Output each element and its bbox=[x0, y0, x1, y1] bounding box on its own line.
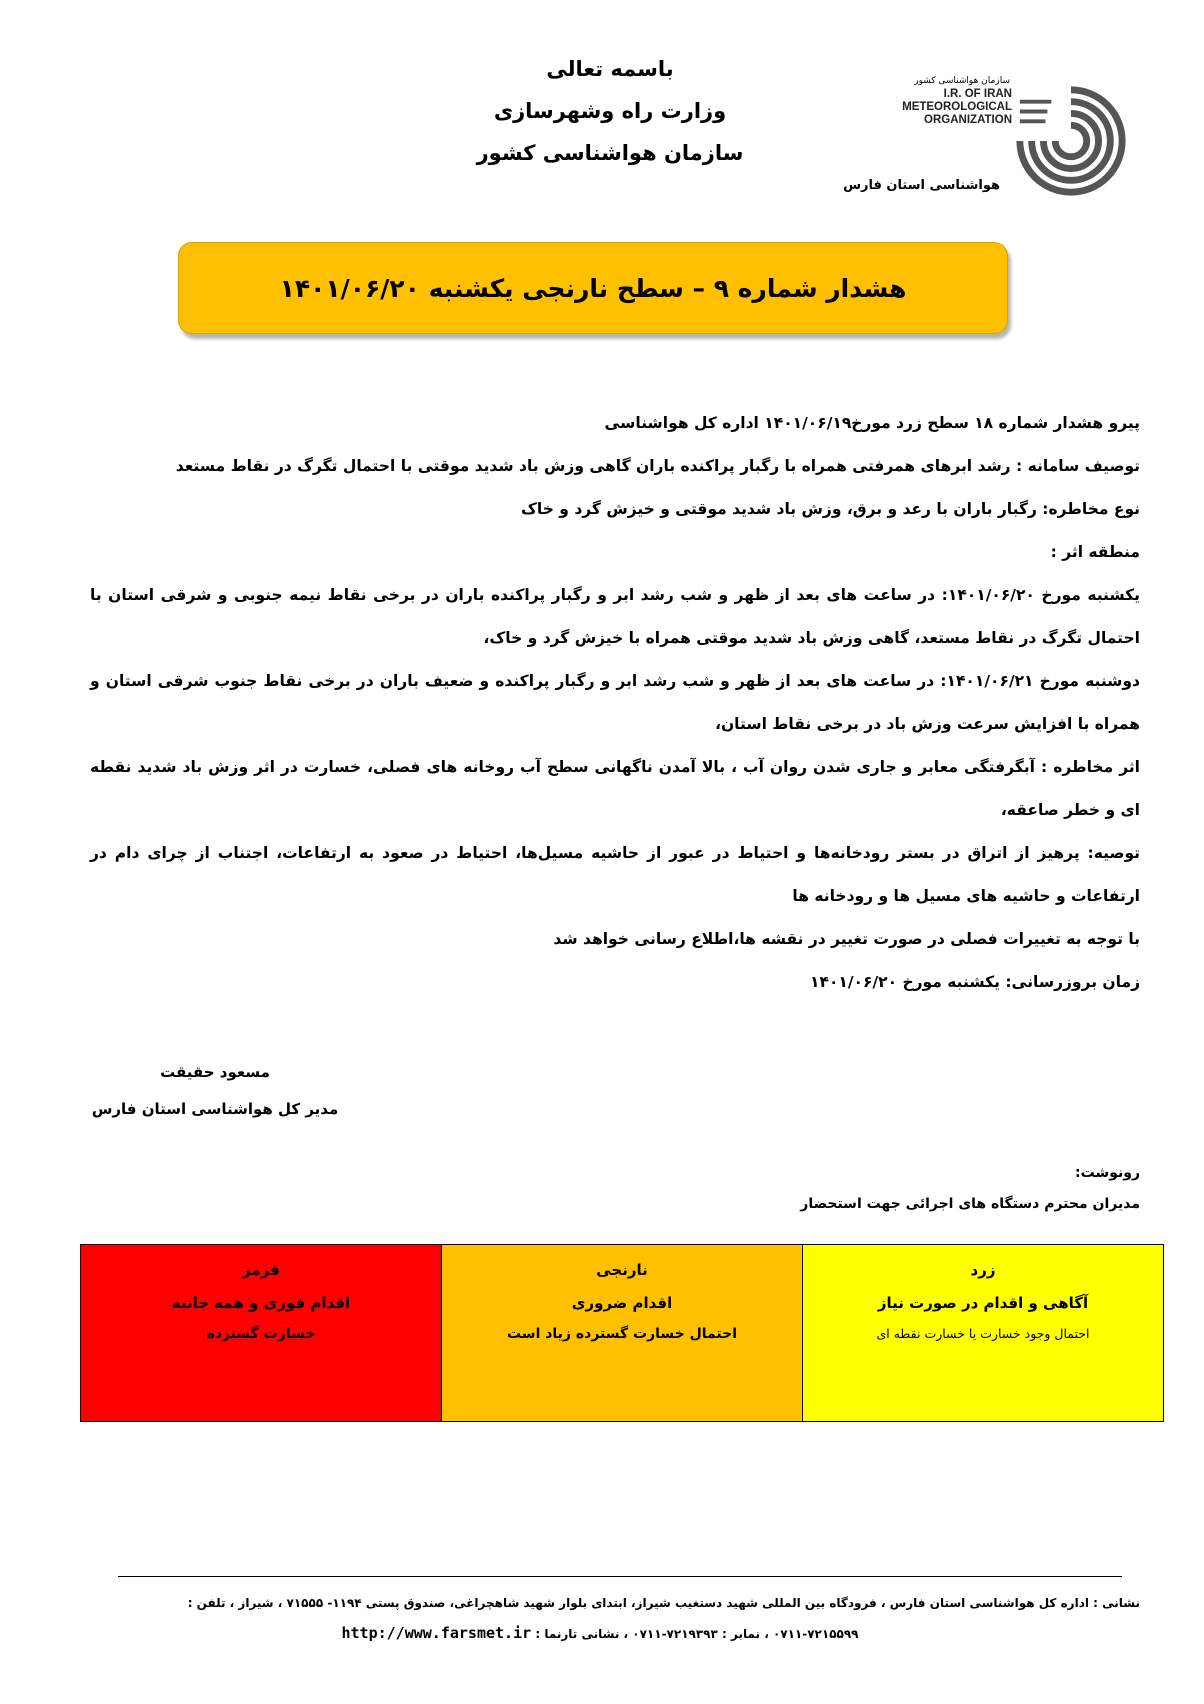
alert-body bbox=[90, 402, 1140, 1004]
website-link[interactable]: http://www.farsmet.ir bbox=[341, 1624, 532, 1642]
level-name: نارنجی bbox=[596, 1261, 648, 1279]
level-action: اقدام ضروری bbox=[571, 1294, 673, 1312]
level-action: آگاهی و اقدام در صورت نیاز bbox=[877, 1294, 1089, 1312]
reference-line: پیرو هشدار شماره ۱۸ سطح زرد مورخ۱۴۰۱/۰۶/۱۹ اداره کل هواشناسی bbox=[604, 414, 1140, 432]
forecast-monday: دوشنبه مورخ ۱۴۰۱/۰۶/۲۱: در ساعت های بعد از ظهر و شب رشد ابر و رگبار پراکنده و ضعیف باران در برخی نقاط جنوب شرقی استان و همراه با افزایش سرعت وزش باد در برخی نقاط استان، bbox=[90, 672, 1140, 733]
level-action: اقدام فوری و همه جانبه bbox=[171, 1294, 351, 1312]
header-ministry: وزارت راه وشهرسازی bbox=[493, 99, 727, 123]
level-name: قرمز bbox=[242, 1261, 280, 1279]
logo-en-line2: METEOROLOGICAL bbox=[902, 101, 1012, 113]
meteorological-spiral-icon bbox=[1012, 80, 1130, 202]
level-red bbox=[81, 1245, 442, 1421]
signatory-title: مدیر کل هواشناسی استان فارس bbox=[91, 1100, 339, 1118]
header-organization: سازمان هواشناسی کشور bbox=[476, 141, 744, 165]
cc-label: رونوشت: bbox=[1075, 1165, 1140, 1181]
level-description: احتمال خسارت گسترده زیاد است bbox=[506, 1326, 737, 1342]
hazard-type: نوع مخاطره: رگبار باران با رعد و برق، وزش باد شدید موقتی و خیزش گرد و خاک bbox=[521, 500, 1140, 518]
carbon-copy bbox=[600, 1158, 1140, 1220]
cc-recipients: مدیران محترم دستگاه های اجرائی جهت استحضار bbox=[800, 1196, 1140, 1212]
footer-contact bbox=[260, 1620, 940, 1647]
level-description: احتمال وجود خسارت یا خسارت نقطه ای bbox=[876, 1326, 1090, 1341]
update-notice: با توجه به تغییرات فصلی در صورت تغییر در نقشه ها،اطلاع رسانی خواهد شد bbox=[553, 930, 1140, 948]
signature-block bbox=[90, 1050, 340, 1124]
logo-fa-caption: سازمان هواشناسی کشور bbox=[914, 76, 1010, 86]
forecast-sunday: یکشنبه مورخ ۱۴۰۱/۰۶/۲۰: در ساعت های بعد از ظهر و شب رشد ابر و رگبار پراکنده باران در برخی نقاط نیمه جنوبی و شرقی استان با احتمال تگرگ در نقاط مستعد، گاهی وزش باد شدید موقتی همراه با خیزش گرد و خاک، bbox=[90, 586, 1140, 647]
logo-en-caption bbox=[902, 88, 1012, 127]
level-description: خسارت گسترده bbox=[206, 1326, 316, 1342]
letterhead bbox=[380, 48, 840, 174]
recommendation: توصیه: پرهیز از اتراق در بستر رودخانه‌ها و احتیاط در عبور از حاشیه مسیل‌ها، احتیاط در صعود به ارتفاعات، اجتناب از چرای دام در ارتفاعات و حاشیه های مسیل ها و رودخانه ها bbox=[90, 844, 1140, 905]
signatory-name: مسعود حقیقت bbox=[160, 1063, 270, 1081]
level-name: زرد bbox=[970, 1261, 996, 1279]
affected-area-heading: منطقه اثر : bbox=[1050, 543, 1140, 561]
update-time: زمان بروزرسانی: یکشنبه مورخ ۱۴۰۱/۰۶/۲۰ bbox=[810, 973, 1140, 991]
level-yellow bbox=[803, 1245, 1163, 1421]
system-description: توصیف سامانه : رشد ابرهای همرفتی همراه با رگبار پراکنده باران گاهی وزش باد شدید موقتی با احتمال تگرگ در نقاط مستعد bbox=[175, 457, 1140, 475]
level-orange bbox=[442, 1245, 803, 1421]
alert-levels-table bbox=[80, 1244, 1164, 1422]
organization-logo bbox=[840, 66, 1140, 216]
alert-title: هشدار شماره ۹ – سطح نارنجی یکشنبه ۱۴۰۱/۰۶/۲۰ bbox=[279, 273, 907, 303]
footer-divider bbox=[118, 1576, 1122, 1577]
logo-en-line3: ORGANIZATION bbox=[924, 114, 1012, 126]
footer-address: نشانی : اداره کل هواشناسی استان فارس ، فرودگاه بین المللی شهید دستغیب شیراز، ابتدای بلوار شهید شاهچراغی، صندوق پستی ۱۱۹۴- ۷۱۵۵۵ ، شیراز ، تلفن : bbox=[187, 1596, 1140, 1610]
logo-en-line1: I.R. OF IRAN bbox=[943, 88, 1012, 100]
footer-phone-fax: ۰۷۱۱-۷۲۱۵۵۹۹ ، نمابر : ۷۲۱۹۳۹۳-۰۷۱۱ ، نشانی تارنما : bbox=[535, 1627, 859, 1641]
hazard-impact: اثر مخاطره : آبگرفتگی معابر و جاری شدن روان آب ، بالا آمدن ناگهانی سطح آب روخانه های فصلی، خسارت در اثر وزش باد شدید نقطه ای و خطر صاعقه، bbox=[90, 758, 1140, 819]
alert-banner bbox=[178, 242, 1008, 334]
logo-province-caption: هواشناسی استان فارس bbox=[843, 178, 1000, 193]
header-invocation: باسمه تعالی bbox=[546, 57, 674, 81]
